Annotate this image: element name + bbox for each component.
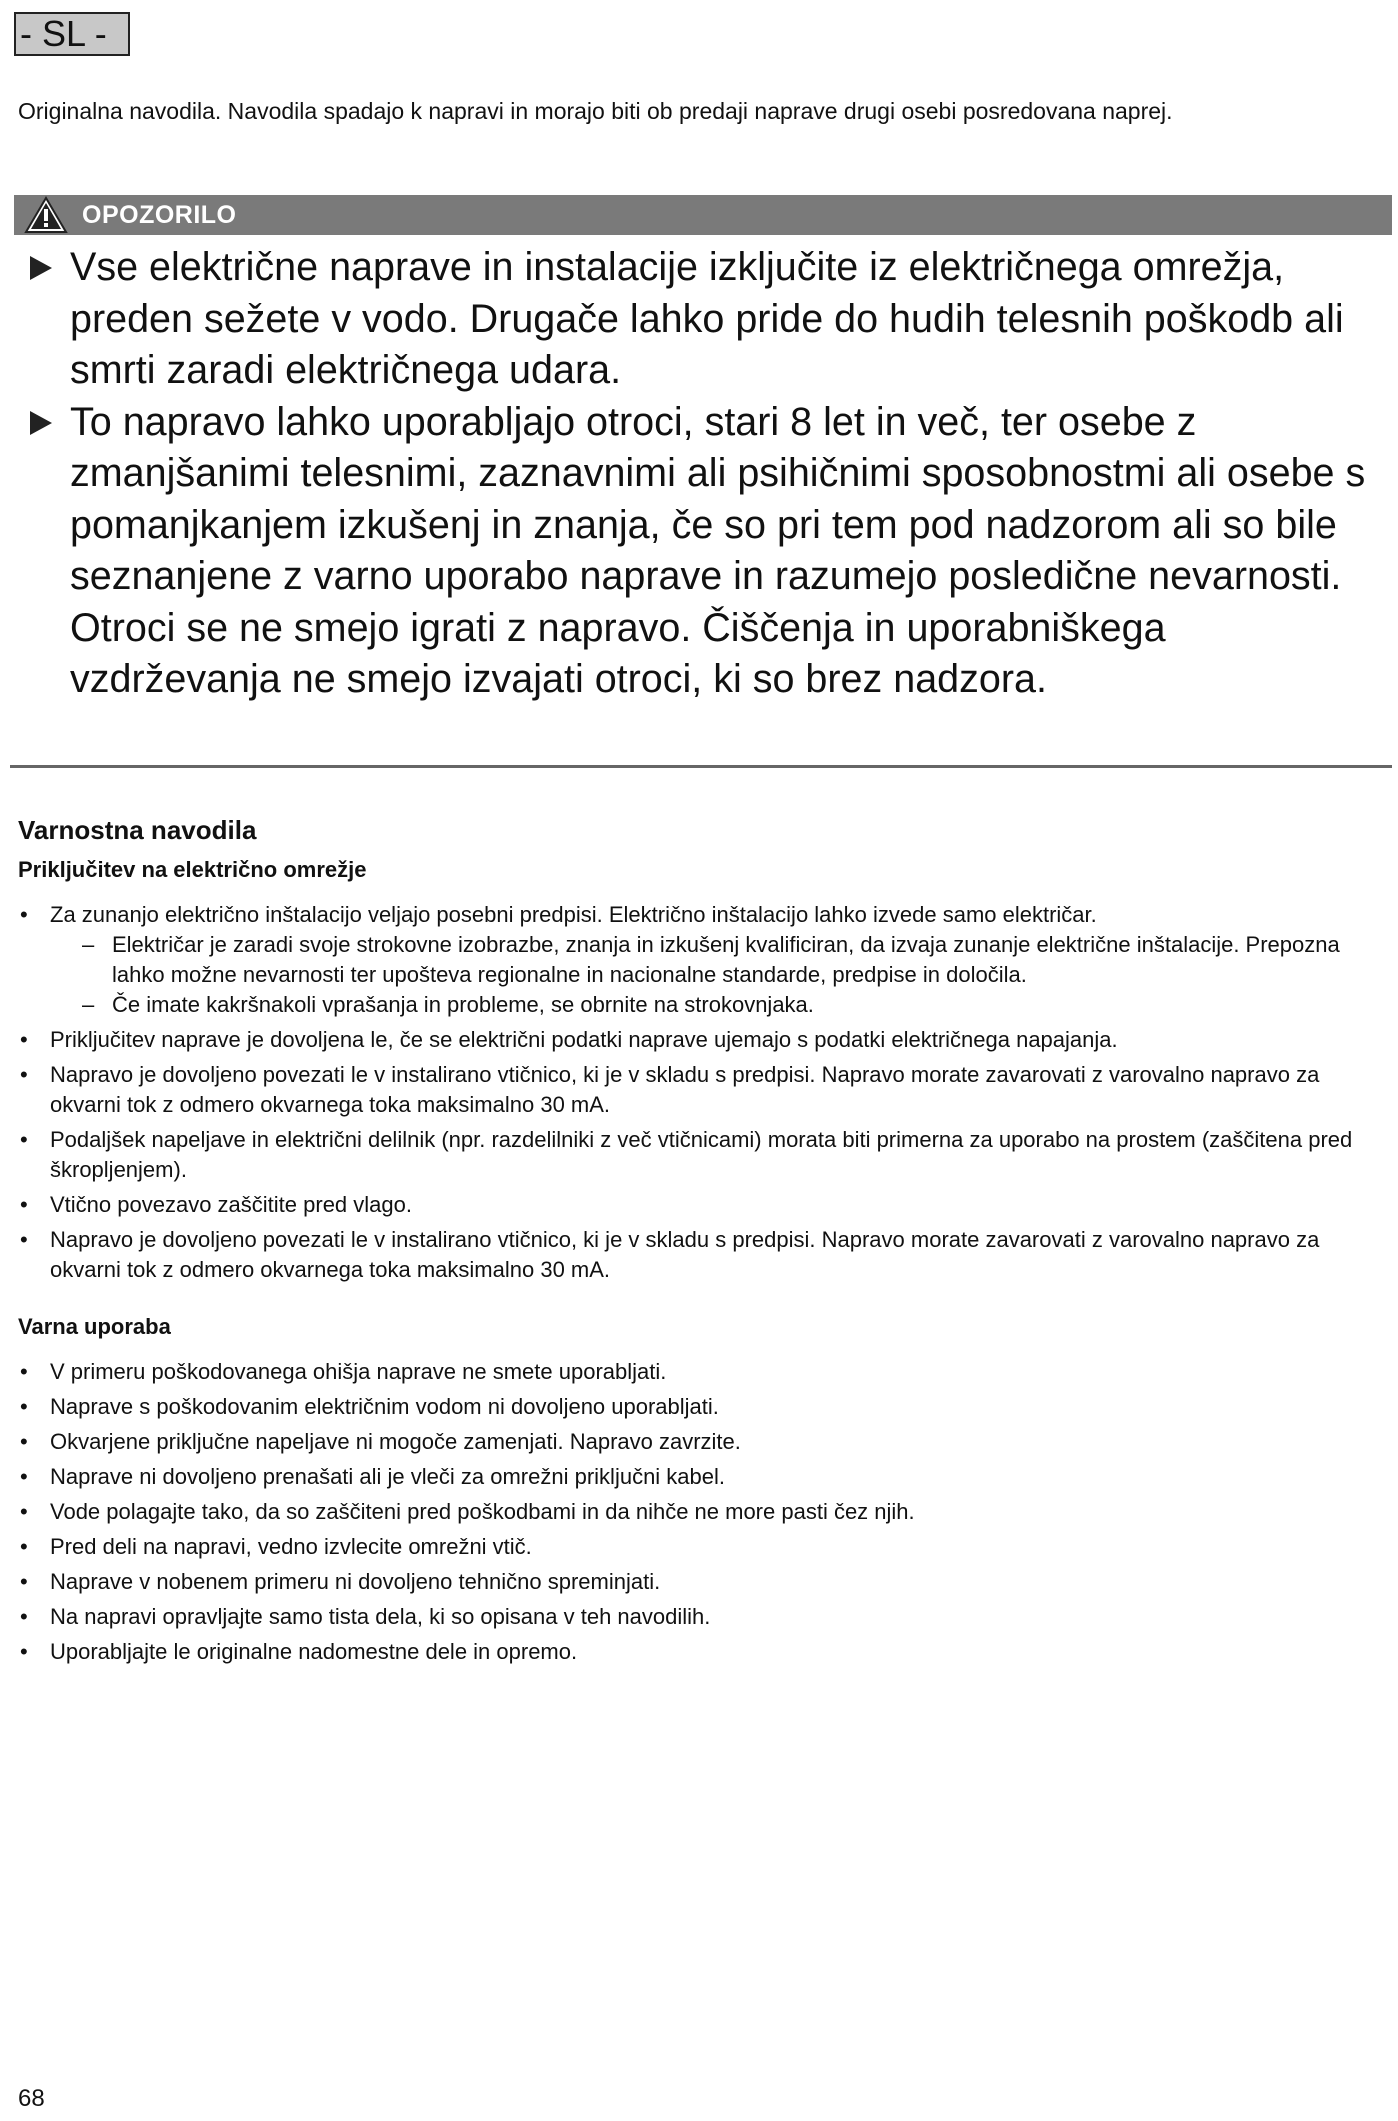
section-divider <box>10 765 1392 768</box>
warning-item <box>18 242 1386 397</box>
list-item: • Napravo je dovoljeno povezati le v instalirano vtičnico, ki je v skladu s predpisi. Napravo morate zavarovati z varovalno napravo za okvarni tok z odmero okvarnega toka maksimalno 30 mA. <box>18 1060 1384 1120</box>
section-title: Varnostna navodila <box>18 815 257 845</box>
list-item: • Uporabljajte le originalne nadomestne dele in opremo. <box>18 1637 1384 1667</box>
warning-banner <box>14 195 1392 235</box>
connection-list <box>18 900 1384 1285</box>
warning-list <box>18 242 1386 706</box>
list-item: • Vtično povezavo zaščitite pred vlago. <box>18 1190 1384 1220</box>
sub-list-item: – Električar je zaradi svoje strokovne izobrazbe, znanja in izkušenj kvalificiran, da izvaja zunanje električne inštalacije. Prepozna lahko možne nevarnosti ter upošteva regionalne in nacionalne standarde, predpise in določila. <box>50 930 1384 990</box>
list-item: • Naprave ni dovoljeno prenašati ali je vleči za omrežni priključni kabel. <box>18 1462 1384 1492</box>
sub-list-item: – Če imate kakršnakoli vprašanja in probleme, se obrnite na strokovnjaka. <box>50 990 1384 1020</box>
sub-list <box>50 930 1384 1020</box>
warning-item-text: To napravo lahko uporabljajo otroci, stari 8 let in več, ter osebe z zmanjšanimi telesnimi, zaznavnimi ali psihičnimi sposobnostmi ali osebe s pomanjkanjem izkušenj in znanja, če so pri tem pod nadzorom ali so bile seznanjene z varno uporabo naprave in razumejo posledične nevarnosti. Otroci se ne smejo igrati z napravo. Čiščenja in uporabniškega vzdrževanja ne smejo izvajati otroci, ki so brez nadzora. <box>70 399 1366 701</box>
list-item: • Okvarjene priključne napeljave ni mogoče zamenjati. Napravo zavrzite. <box>18 1427 1384 1457</box>
list-item: • Napravo je dovoljeno povezati le v instalirano vtičnico, ki je v skladu s predpisi. Napravo morate zavarovati z varovalno napravo za okvarni tok z odmero okvarnega toka maksimalno 30 mA. <box>18 1225 1384 1285</box>
subsection-title-safe-use: Varna uporaba <box>18 1314 171 1339</box>
list-item: • Podaljšek napeljave in električni delilnik (npr. razdelilniki z več vtičnicami) morata biti primerna za uporabo na prostem (zaščitena pred škropljenjem). <box>18 1125 1384 1185</box>
arrow-right-icon <box>30 256 52 280</box>
language-code-box: - SL - <box>14 12 130 56</box>
list-item <box>18 900 1384 1020</box>
intro-text: Originalna navodila. Navodila spadajo k napravi in morajo biti ob predaji naprave drugi osebi posredovana naprej. <box>18 98 1173 124</box>
page-number: 68 <box>18 2085 45 2112</box>
list-item: • Pred deli na napravi, vedno izvlecite omrežni vtič. <box>18 1532 1384 1562</box>
subsection-title-connection: Priključitev na električno omrežje <box>18 857 367 882</box>
list-item: • Vode polagajte tako, da so zaščiteni pred poškodbami in da nihče ne more pasti čez njih. <box>18 1497 1384 1527</box>
warning-item-text: Vse električne naprave in instalacije izključite iz električnega omrežja, preden sežete v vodo. Drugače lahko pride do hudih telesnih poškodb ali smrti zaradi električnega udara. <box>70 245 1344 392</box>
list-item: • Naprave v nobenem primeru ni dovoljeno tehnično spreminjati. <box>18 1567 1384 1597</box>
list-item: • V primeru poškodovanega ohišja naprave ne smete uporabljati. <box>18 1357 1384 1387</box>
list-item-text: Za zunanjo električno inštalacijo veljajo posebni predpisi. Električno inštalacijo lahko izvede samo električar. <box>50 902 1097 927</box>
list-item: • Na napravi opravljajte samo tista dela, ki so opisana v teh navodilih. <box>18 1602 1384 1632</box>
safety-section <box>18 814 1384 1672</box>
warning-triangle-icon <box>24 196 68 234</box>
list-item: • Naprave s poškodovanim električnim vodom ni dovoljeno uporabljati. <box>18 1392 1384 1422</box>
arrow-right-icon <box>30 411 52 435</box>
warning-item <box>18 397 1386 706</box>
safe-use-list <box>18 1357 1384 1667</box>
warning-title: OPOZORILO <box>82 200 237 229</box>
list-item: • Priključitev naprave je dovoljena le, če se električni podatki naprave ujemajo s podatki električnega napajanja. <box>18 1025 1384 1055</box>
